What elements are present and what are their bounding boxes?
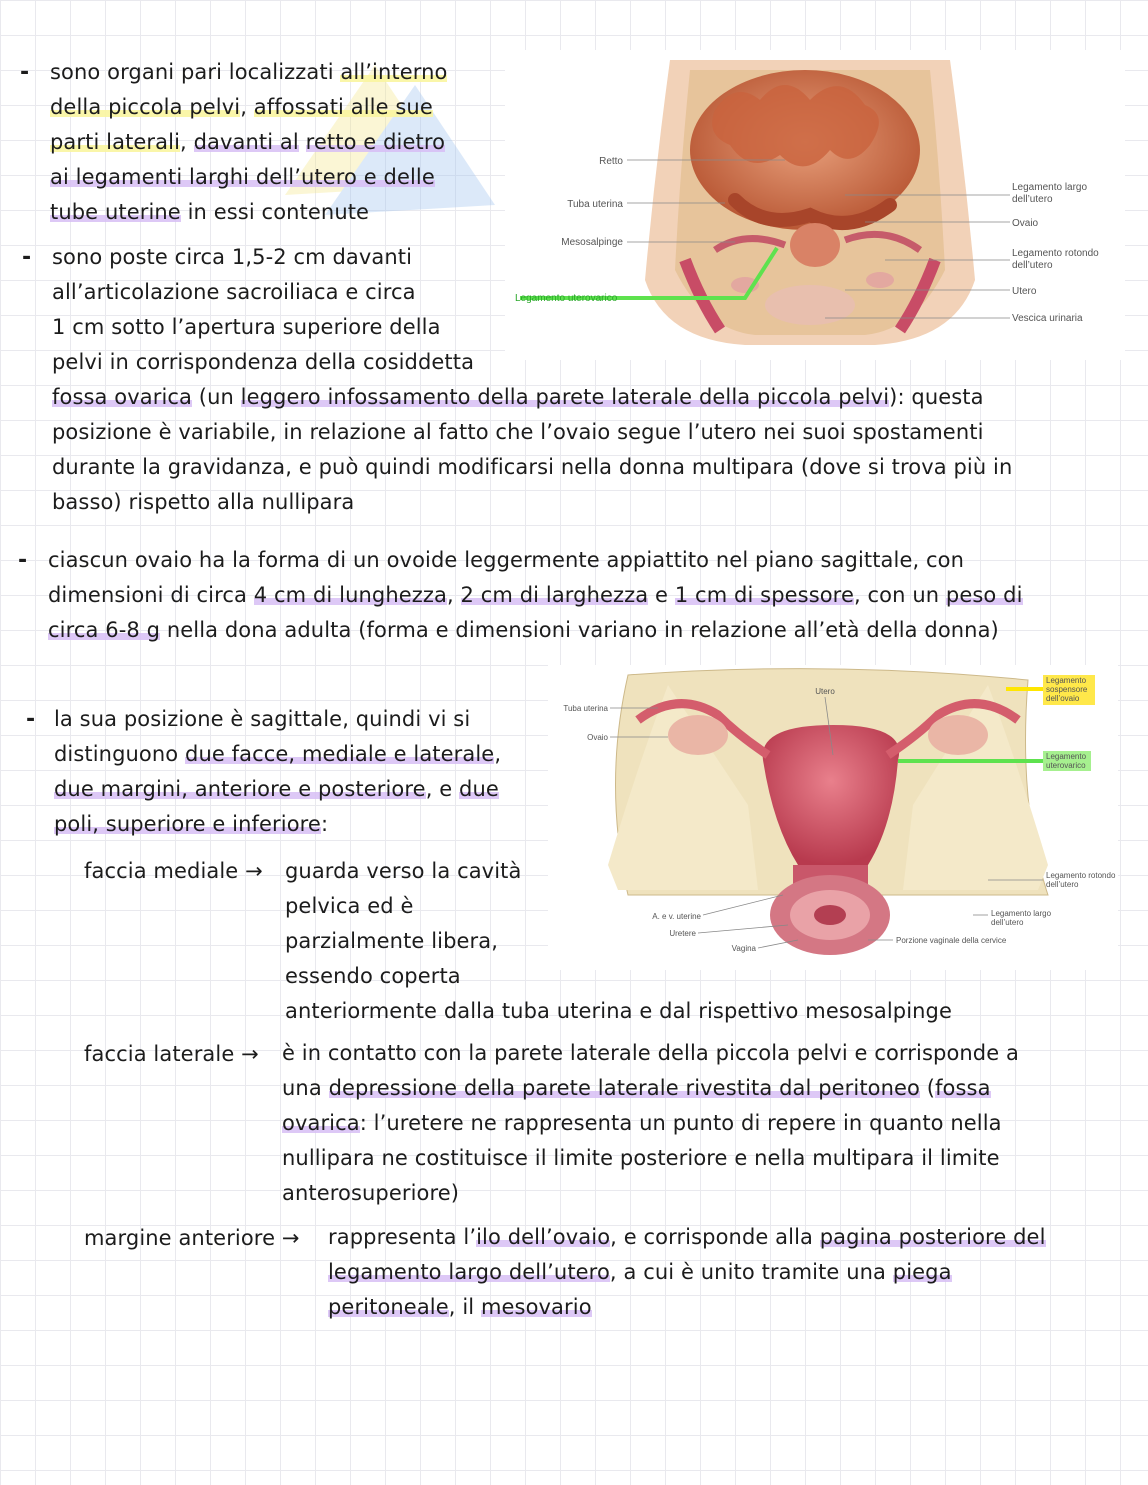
text-line: pelvi in corrispondenza della cosiddetta [52, 350, 475, 374]
highlighted-text: 1 cm di spessore [674, 583, 854, 607]
text-line: legamento largo dell’utero, a cui è unito tramite una piega [328, 1260, 952, 1284]
term-label: margine anteriore → [84, 1226, 300, 1250]
highlighted-text: della piccola pelvi [50, 95, 241, 119]
label-ovaio: Ovaio [1012, 218, 1039, 229]
uterus-illustration [548, 665, 1118, 970]
uterus-anatomy-figure [548, 665, 1118, 970]
label-legamento-uterovarico: Legamento uterovarico [515, 293, 618, 304]
text-line: essendo coperta [285, 964, 461, 988]
bullet-dash: - [18, 548, 28, 573]
text-line: parti laterali, davanti al retto e dietro [50, 130, 446, 154]
label-legamento-rotondo-2: dell’utero [1012, 260, 1053, 271]
label-legamento-largo-2: dell’utero [991, 918, 1024, 927]
text-line: tube uterine in essi contenute [50, 200, 370, 224]
highlighted-text: parti laterali [50, 130, 181, 154]
highlighted-text: 4 cm di lunghezza [253, 583, 447, 607]
text-line: pelvica ed è [285, 894, 414, 918]
highlighted-text: all’interno [340, 60, 448, 84]
highlighted-text: davanti al [193, 130, 299, 154]
highlighted-text: ai legamenti larghi dell’utero e delle [50, 165, 435, 189]
label-legamento-largo-2: dell’utero [1012, 194, 1053, 205]
highlighted-text: depressione della parete laterale rivestita dal peritoneo [328, 1076, 920, 1100]
label-tuba-uterina: Tuba uterina [567, 199, 623, 210]
highlighted-text: peritoneale [328, 1295, 449, 1319]
highlighted-text: pagina posteriore del [819, 1225, 1046, 1249]
highlighted-text: affossati alle sue [253, 95, 433, 119]
text-line: poli, superiore e inferiore: [54, 812, 329, 836]
label-mesosalpinge: Mesosalpinge [561, 237, 623, 248]
text-line: fossa ovarica (un leggero infossamento della parete laterale della piccola pelvi): questa [52, 385, 984, 409]
text-line: 1 cm sotto l’apertura superiore della [52, 315, 441, 339]
label-retto: Retto [599, 156, 623, 167]
pelvis-anatomy-figure [505, 50, 1125, 360]
highlighted-text: mesovario [480, 1295, 592, 1319]
label-legamento-rotondo: Legamento rotondo [1046, 871, 1116, 880]
text-line: nullipara ne costituisce il limite posteriore e nella multipara il limite [282, 1146, 1000, 1170]
text-line: guarda verso la cavità [285, 859, 522, 883]
highlighted-text: peso di [945, 583, 1023, 607]
label-legamento-rotondo-2: dell’utero [1046, 880, 1079, 889]
bullet-dash: - [26, 707, 36, 732]
label-legamento-largo: Legamento largo [991, 909, 1052, 918]
text-line: posizione è variabile, in relazione al fatto che l’ovaio segue l’utero nei suoi spostamenti [52, 420, 984, 444]
label-arterie-vene-uterine: A. e v. uterine [652, 912, 701, 921]
highlighted-text: fossa ovarica [52, 385, 192, 409]
label-utero: Utero [1012, 286, 1037, 297]
text-line: la sua posizione è sagittale, quindi vi si [54, 707, 471, 731]
bullet-dash: - [22, 245, 32, 270]
label-vagina: Vagina [731, 944, 756, 953]
term-label: faccia mediale → [84, 859, 263, 883]
highlighted-text: ovarica [282, 1111, 360, 1135]
text-line: all’articolazione sacroiliaca e circa [52, 280, 416, 304]
pelvis-illustration [505, 50, 1125, 360]
label-porzione-vaginale: Porzione vaginale della cervice [896, 936, 1007, 945]
text-line: rappresenta l’ilo dell’ovaio, e corrisponde alla pagina posteriore del [328, 1225, 1046, 1249]
text-line: anteriormente dalla tuba uterina e dal rispettivo mesosalpinge [285, 999, 952, 1023]
text-line: della piccola pelvi, affossati alle sue [50, 95, 433, 119]
text-line: ovarica: l’uretere ne rappresenta un punto di repere in quanto nella [282, 1111, 1002, 1135]
highlighted-text: due margini, anteriore e posteriore [54, 777, 426, 801]
label-legamento-largo: Legamento largo [1012, 182, 1088, 193]
text-line: parzialmente libera, [285, 929, 499, 953]
bullet-dash: - [20, 60, 30, 85]
text-line: basso) rispetto alla nullipara [52, 490, 355, 514]
label-legamento-uterovarico: Legamento [1046, 752, 1087, 761]
text-line: sono poste circa 1,5-2 cm davanti [52, 245, 413, 269]
label-ovaio: Ovaio [587, 733, 608, 742]
label-vescica-urinaria: Vescica urinaria [1012, 313, 1083, 324]
label-legamento-sospensore-2: sospensore [1046, 685, 1088, 694]
highlighted-text: due [459, 777, 499, 801]
label-legamento-rotondo: Legamento rotondo [1012, 248, 1099, 259]
term-label: faccia laterale → [84, 1042, 259, 1066]
text-line: è in contatto con la parete laterale della piccola pelvi e corrisponde a [282, 1041, 1019, 1065]
text-line: due margini, anteriore e posteriore, e due [54, 777, 499, 801]
highlighted-text: 2 cm di larghezza [460, 583, 649, 607]
text-line: dimensioni di circa 4 cm di lunghezza, 2 cm di larghezza e 1 cm di spessore, con un peso di [48, 583, 1023, 607]
label-legamento-sospensore: Legamento [1046, 676, 1087, 685]
highlighted-text: poli, superiore e inferiore [54, 812, 321, 836]
highlighted-text: leggero infossamento della parete laterale della piccola pelvi [240, 385, 890, 409]
highlighted-text: piega [892, 1260, 952, 1284]
highlighted-text: retto e dietro [305, 130, 446, 154]
highlighted-text: tube uterine [50, 200, 181, 224]
text-line: sono organi pari localizzati all’interno [50, 60, 448, 84]
label-legamento-sospensore-3: dell’ovaio [1046, 694, 1080, 703]
highlighted-text: fossa [935, 1076, 991, 1100]
text-line: ciascun ovaio ha la forma di un ovoide leggermente appiattito nel piano sagittale, con [48, 548, 965, 572]
label-tuba-uterina: Tuba uterina [563, 704, 608, 713]
label-utero: Utero [815, 687, 835, 696]
text-line: una depressione della parete laterale rivestita dal peritoneo (fossa [282, 1076, 991, 1100]
highlighted-text: ilo dell’ovaio [476, 1225, 611, 1249]
text-line: peritoneale, il mesovario [328, 1295, 592, 1319]
highlighted-text: legamento largo dell’utero [328, 1260, 610, 1284]
label-legamento-uterovarico-2: uterovarico [1046, 761, 1086, 770]
highlighted-text: circa 6-8 g [48, 618, 161, 642]
highlighted-text: due facce, mediale e laterale [185, 742, 495, 766]
text-line: distinguono due facce, mediale e laterale, [54, 742, 502, 766]
text-line: circa 6-8 g nella dona adulta (forma e dimensioni variano in relazione all’età della donna) [48, 618, 999, 642]
text-line: anterosuperiore) [282, 1181, 460, 1205]
text-line [50, 160, 435, 195]
label-uretere: Uretere [669, 929, 696, 938]
text-line: durante la gravidanza, e può quindi modificarsi nella donna multipara (dove si trova più in [52, 455, 1013, 479]
